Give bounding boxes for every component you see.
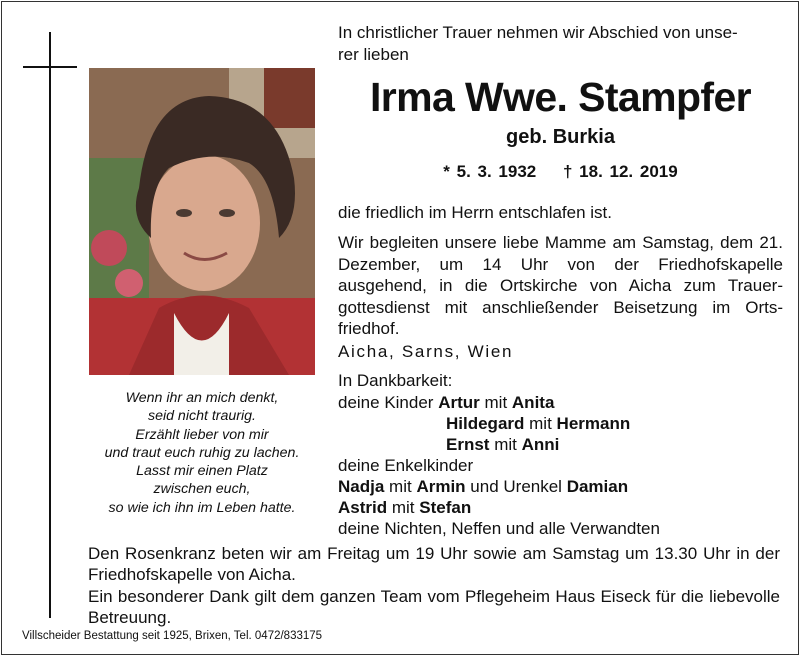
family-connector: mit [529, 414, 552, 433]
family-line [338, 497, 471, 519]
family-name: Armin [416, 477, 466, 496]
passed-text: die friedlich im Herrn entschlafen ist. [338, 203, 613, 222]
gratitude-label: In Dankbarkeit: [338, 371, 453, 390]
family-name: Artur [438, 393, 480, 412]
deceased-name: Irma Wwe. Stampfer [369, 74, 752, 120]
poem-line: Wenn ihr an mich denkt, [125, 390, 279, 406]
poem [89, 389, 315, 517]
intro-line: In christlicher Trauer nehmen wir Abschied von unse- [338, 23, 738, 42]
family-connector: mit [389, 477, 412, 496]
family-line [338, 392, 554, 414]
family-name: Anita [511, 393, 555, 412]
death-date: † 18. 12. 2019 [562, 162, 678, 181]
places: Aicha, Sarns, Wien [338, 342, 514, 361]
rosary-text: Den Rosenkranz beten wir am Freitag um 19 Uhr sowie am Samstag um 13.30 Uhr in der Friedhofskapelle von Aicha. [88, 544, 780, 584]
poem-line: Erzählt lieber von mir [135, 426, 269, 443]
family-name: Damian [566, 477, 629, 496]
family-name: Hildegard [446, 414, 525, 433]
family-connector: mit [391, 498, 415, 517]
cross-icon-vertical [49, 32, 51, 618]
family-name: Ernst [446, 435, 490, 454]
poem-line: seid nicht traurig. [147, 408, 257, 425]
family-name: Hermann [556, 414, 631, 433]
family-name: Nadja [338, 477, 385, 496]
family-name: Stefan [419, 498, 472, 517]
family-relatives: deine Nichten, Neffen und alle Verwandten [338, 519, 660, 538]
cross-icon-horizontal [23, 66, 77, 68]
life-dates [338, 162, 783, 182]
birth-date: * 5. 3. 1932 [443, 162, 537, 181]
poem-line: und traut euch ruhig zu lachen. [104, 444, 300, 461]
family-line [446, 434, 559, 456]
family-prefix: deine Kinder [338, 393, 434, 412]
intro-text [338, 22, 783, 65]
birth-name: geb. Burkia [506, 126, 615, 148]
intro-line: rer lieben [338, 44, 409, 64]
footer-credit: Villscheider Bestattung seit 1925, Brixen, Tel. 0472/833175 [22, 630, 323, 642]
family-line [338, 476, 628, 498]
family-line [446, 413, 630, 435]
family-prefix: deine Enkelkinder [338, 456, 474, 475]
family-connector: mit [484, 393, 508, 412]
poem-line: Lasst mir einen Platz [136, 463, 268, 480]
family-name: Astrid [338, 498, 388, 517]
family-line [338, 518, 660, 540]
funeral-text: Wir begleiten unsere liebe Mamme am Samstag, dem 21. Dezember, um 14 Uhr von der Friedhofskapelle ausgehend, in die Ortskirche von Aicha zum Trauer-gottesdienst mit anschließender Beisetzung im Orts-friedhof. [338, 233, 783, 338]
poem-line: zwischen euch, [153, 481, 251, 498]
family-line [338, 455, 473, 477]
family-connector: und Urenkel [470, 477, 562, 496]
family-connector: mit [494, 435, 517, 454]
portrait-photo [89, 68, 315, 375]
special-thanks-text: Ein besonderer Dank gilt dem ganzen Team vom Pflegeheim Haus Eiseck für die liebevolle Betreuung. [88, 587, 780, 627]
poem-line: so wie ich ihn im Leben hatte. [108, 499, 296, 516]
family-name: Anni [521, 435, 560, 454]
